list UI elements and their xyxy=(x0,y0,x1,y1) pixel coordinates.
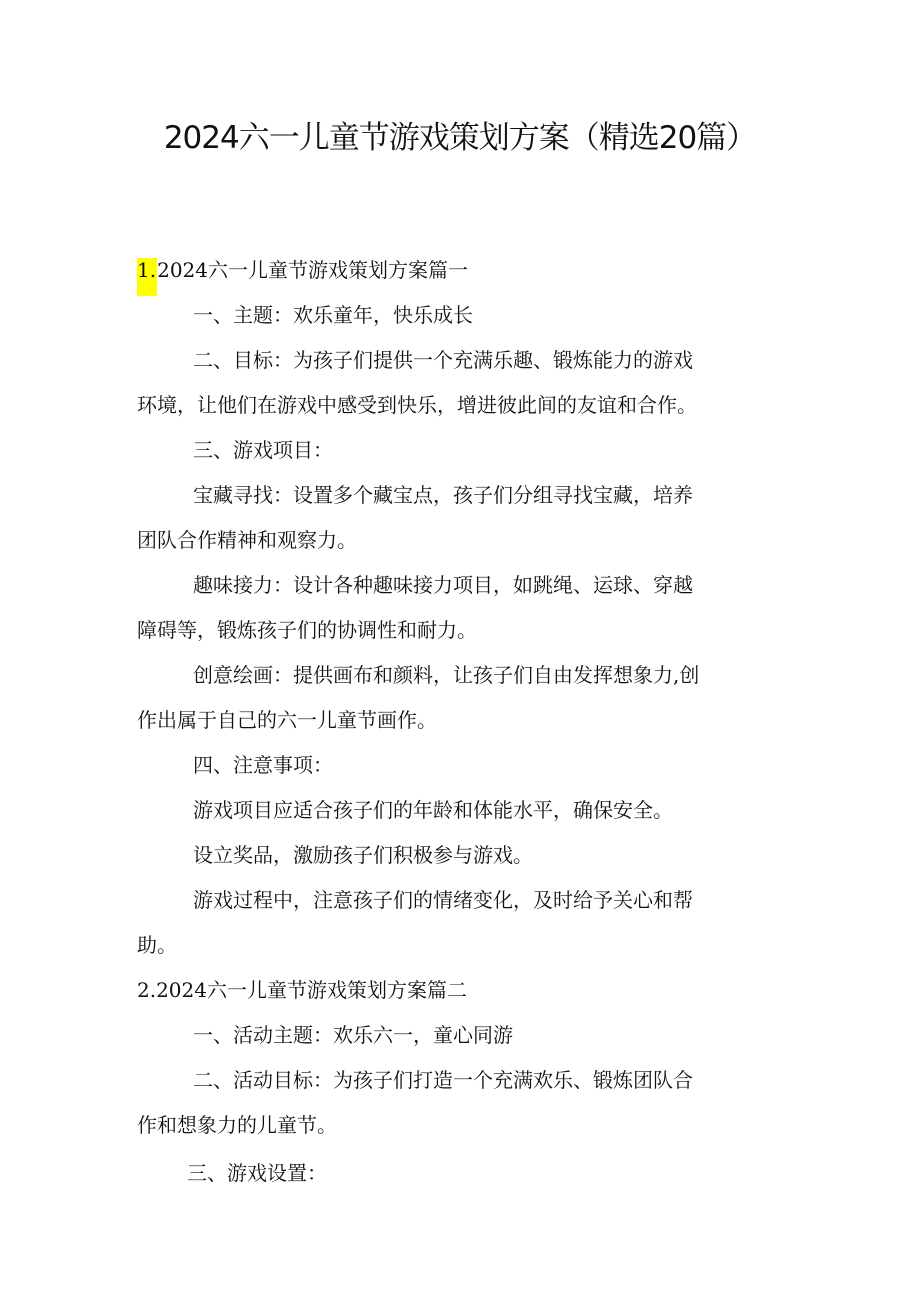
document-title: 2024六一儿童节游戏策划方案（精选20篇） xyxy=(163,120,757,156)
section-1-heading-text: 2024六一儿童节游戏策划方案篇一 xyxy=(157,258,468,282)
section-1-item-3-line-2: 作出属于自己的六一儿童节画作。 xyxy=(137,708,437,732)
section-1-note-3-line-1: 游戏过程中，注意孩子们的情绪变化，及时给予关心和帮 xyxy=(193,888,693,912)
section-2-heading: 2.2024六一儿童节游戏策划方案篇二 xyxy=(137,978,467,1002)
document-body xyxy=(137,248,783,1196)
section-1-item-1-line-1: 宝藏寻找：设置多个藏宝点，孩子们分组寻找宝藏，培养 xyxy=(193,483,693,507)
section-1-note-3-line-2: 助。 xyxy=(137,933,177,957)
section-1-item-3-line-1: 创意绘画：提供画布和颜料，让孩子们自由发挥想象力,创 xyxy=(193,663,700,687)
section-2-goal-line-1: 二、活动目标：为孩子们打造一个充满欢乐、锻炼团队合 xyxy=(193,1068,693,1092)
section-1-item-2-line-1: 趣味接力：设计各种趣味接力项目，如跳绳、运球、穿越 xyxy=(193,573,693,597)
section-2-goal-line-2: 作和想象力的儿童节。 xyxy=(137,1113,337,1137)
section-1-items-heading: 三、游戏项目： xyxy=(193,438,333,462)
section-1-note-2: 设立奖品，激励孩子们积极参与游戏。 xyxy=(193,843,533,867)
section-1-goal-line-1: 二、目标：为孩子们提供一个充满乐趣、锻炼能力的游戏 xyxy=(193,348,693,372)
section-1-goal-line-2: 环境，让他们在游戏中感受到快乐，增进彼此间的友谊和合作。 xyxy=(137,393,697,417)
section-1-number: 1. xyxy=(137,258,157,296)
section-1-notes-heading: 四、注意事项： xyxy=(193,753,333,777)
section-2-theme: 一、活动主题：欢乐六一，童心同游 xyxy=(193,1023,513,1047)
section-1-heading xyxy=(137,248,783,293)
section-1-note-1: 游戏项目应适合孩子们的年龄和体能水平，确保安全。 xyxy=(193,798,673,822)
section-1-item-2-line-2: 障碍等，锻炼孩子们的协调性和耐力。 xyxy=(137,618,477,642)
section-1-theme: 一、主题：欢乐童年，快乐成长 xyxy=(193,303,473,327)
section-1-item-1-line-2: 团队合作精神和观察力。 xyxy=(137,528,357,552)
section-2-settings-heading: 三、游戏设置： xyxy=(187,1161,327,1185)
